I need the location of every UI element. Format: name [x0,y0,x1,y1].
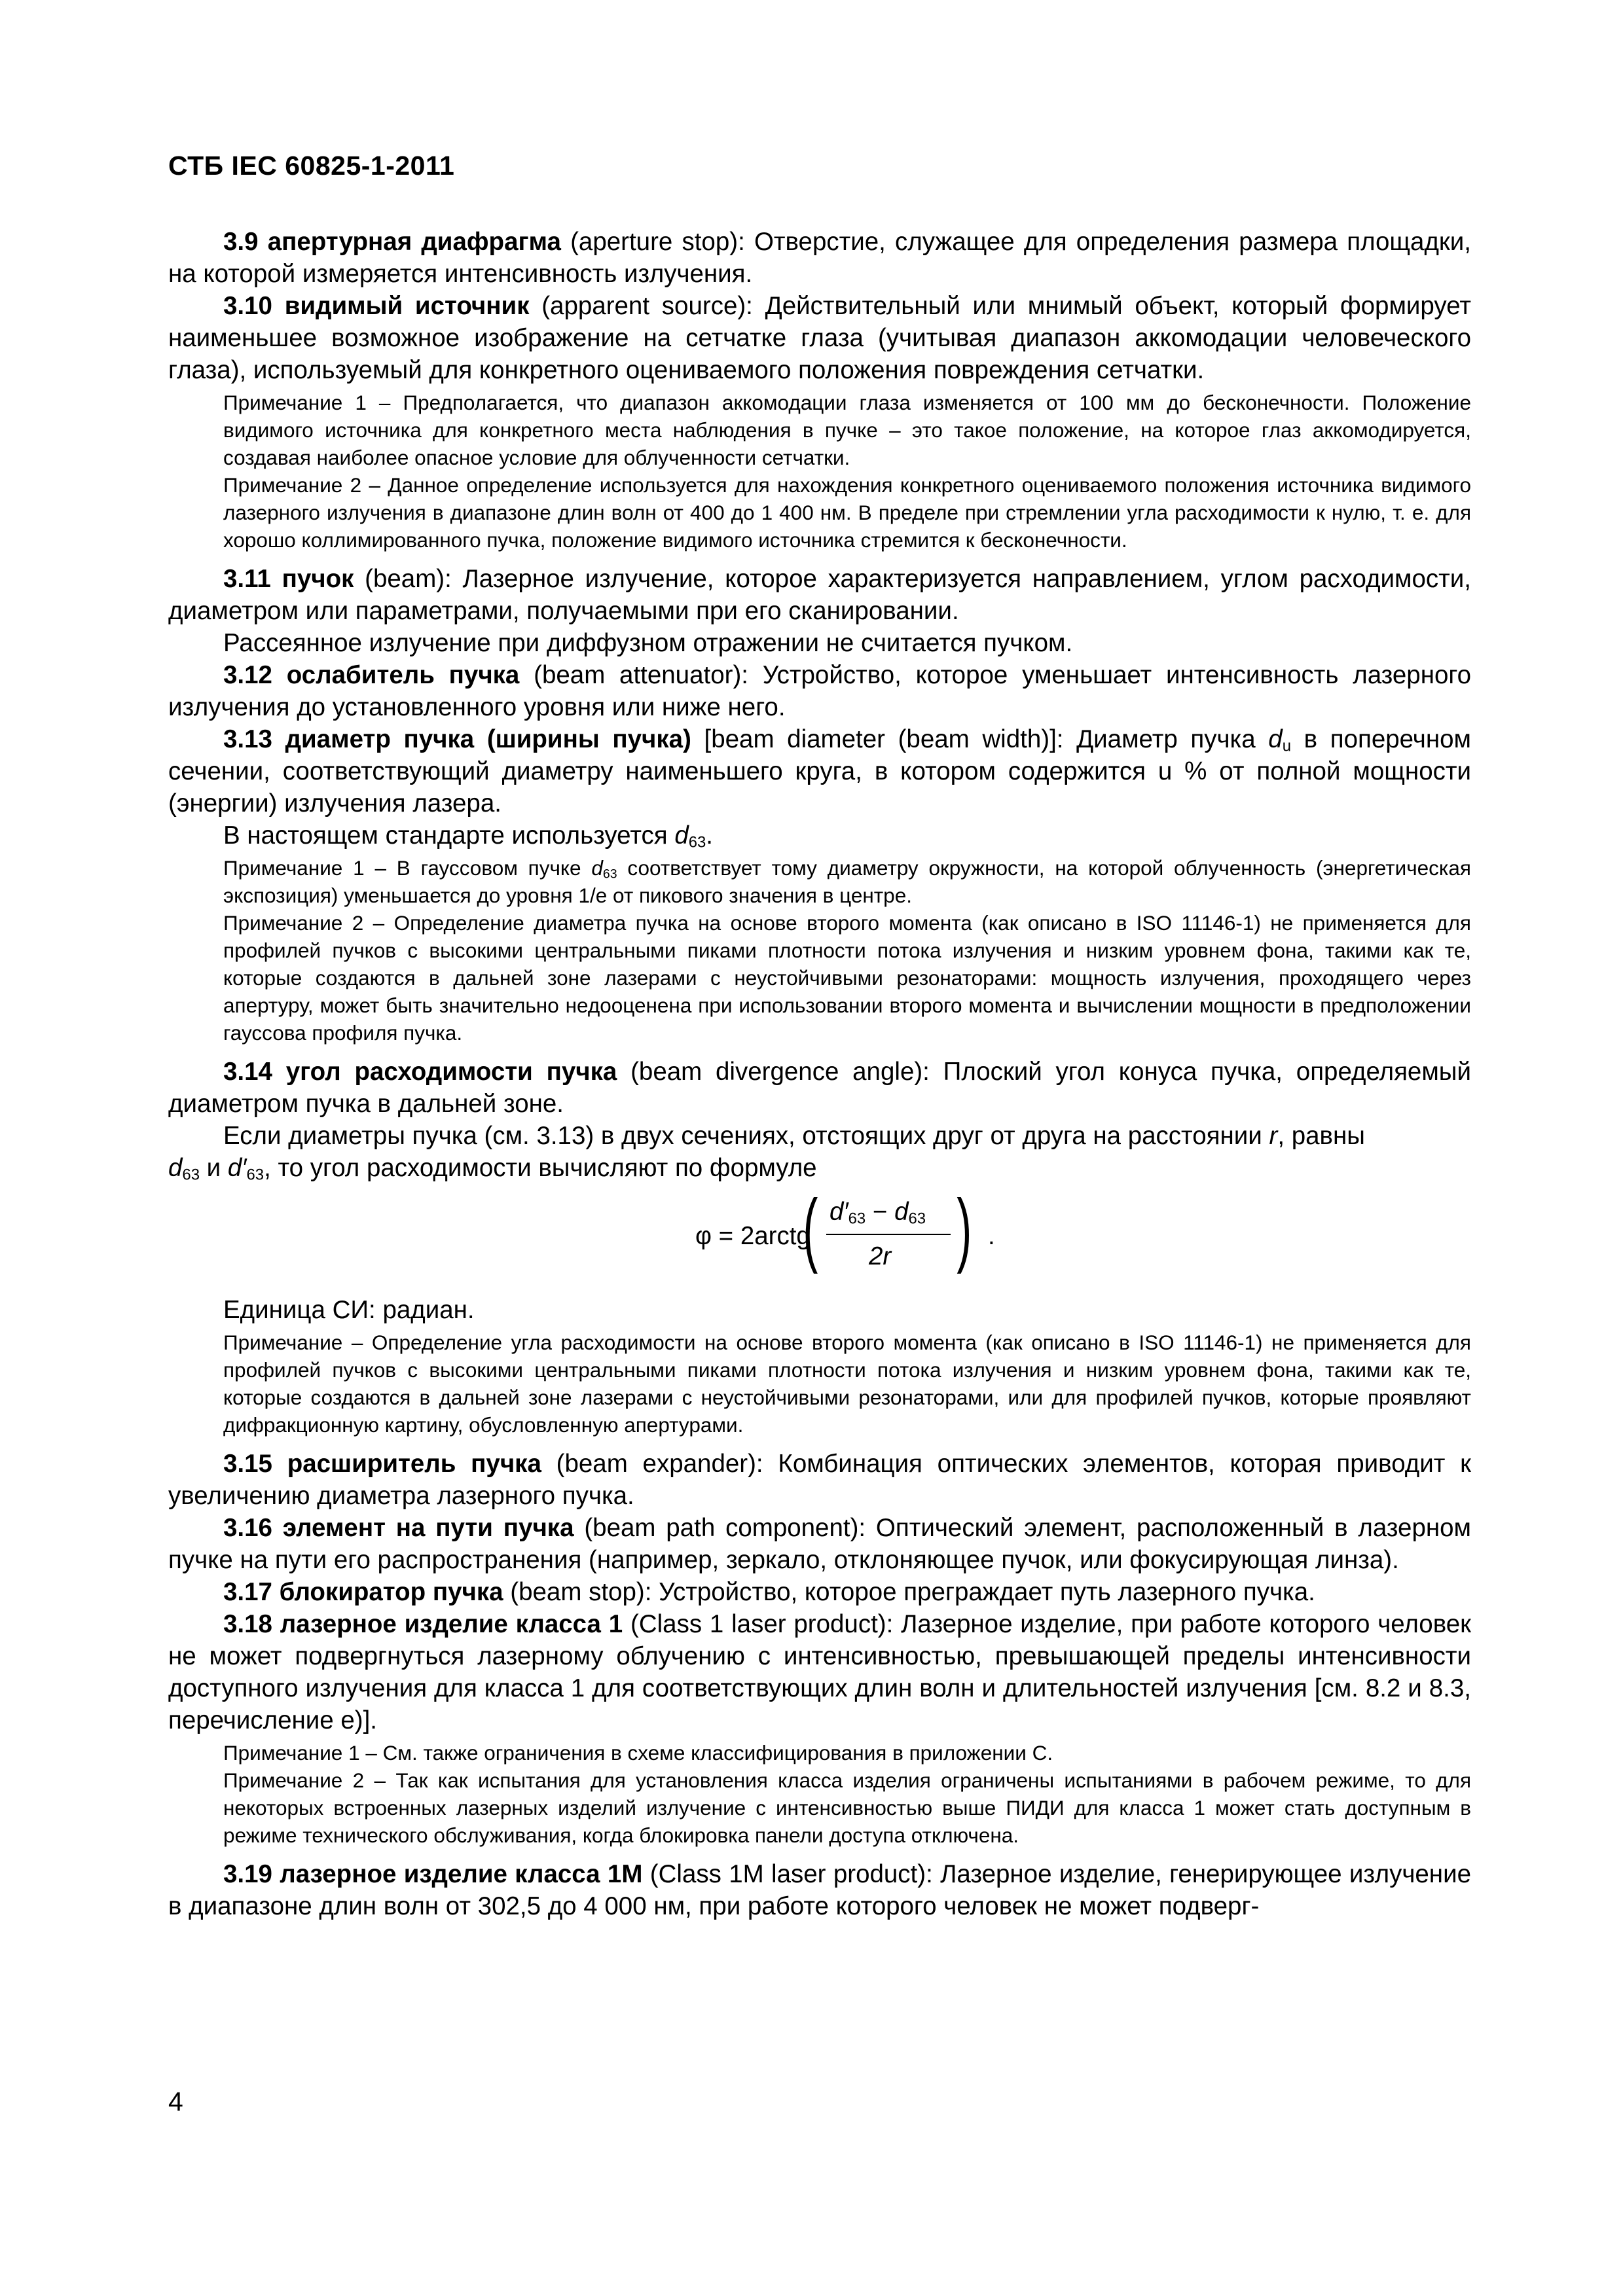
divergence-formula [168,1183,1471,1282]
fraction-bar [826,1234,951,1235]
subscript-63: 63 [848,1210,866,1228]
paragraph-3-13-d63 [168,819,1471,852]
term-definition: [beam diameter (beam width)]: Диаметр пучка [691,725,1269,753]
text: Примечание 1 – В гауссовом пучке [223,856,592,880]
term-name: угол расходимости пучка [285,1058,617,1086]
page-number: 4 [168,2087,183,2117]
text: и [199,1154,228,1182]
term-number: 3.17 [223,1578,272,1606]
denominator-text: 2r [869,1242,892,1270]
term-name: диаметр пучка (ширины пучка) [285,725,691,753]
subscript-u: u [1282,737,1291,755]
term-name: лазерное изделие класса 1 [280,1610,623,1638]
term-number: 3.19 [223,1860,272,1888]
definition-3-16 [168,1512,1471,1576]
definition-3-9 [168,226,1471,290]
definition-3-10 [168,290,1471,386]
term-definition: (Class 1M laser product): Лазерное изделие, генерирующее излучение в диапазоне длин волн от 302,5 до 4 000 нм, при работе которого человек не может подверг- [168,1860,1471,1920]
definition-3-14 [168,1056,1471,1120]
text: , равны [1277,1122,1365,1150]
definition-3-11 [168,563,1471,627]
term-number: 3.16 [223,1514,272,1542]
term-definition: (beam stop): Устройство, которое преграждает путь лазерного пучка. [503,1578,1315,1606]
formula-numerator [830,1196,926,1228]
term-definition: (Class 1 laser product): Лазерное изделие, при работе которого человек не может подвергнуться лазерному облучению с интенсивностью, превышающей пределы интенсивности доступного излучения для класса 1 для соответствующих длин волн и длительностей излучения [см. 8.2 и 8.3, перечисление e)]. [168,1610,1471,1734]
formula-left-paren: ( [803,1183,818,1274]
term-definition-cont: в поперечном сечении, соответствующий диаметру наименьшего круга, в котором содержится u % от полной мощности (энергии) излучения лазера. [168,725,1471,817]
symbol-d: d [1268,725,1283,753]
symbol-d-prime: d′ [227,1154,247,1182]
subscript-63: 63 [182,1166,200,1184]
text: , то угол расходимости вычисляют по формуле [264,1154,817,1182]
term-number: 3.13 [223,725,272,753]
formula-period: . [988,1222,995,1250]
definition-3-19 [168,1858,1471,1922]
definition-3-18 [168,1608,1471,1736]
subscript-63: 63 [688,833,706,852]
symbol-d: d [894,1198,909,1226]
paragraph-3-11-scattered: Рассеянное излучение при диффузном отражении не считается пучком. [223,629,1073,657]
note-3-10-2: Примечание 2 – Данное определение используется для нахождения конкретного оцениваемого положения источника видимого лазерного излучения в диапазоне длин волн от 400 до 1 400 нм. В пределе при стремлении угла расходимости к нулю, т. е. для хорошо коллимированного пучка, положение видимого источника стремится к бесконечности. [223,473,1471,552]
text: . [706,821,713,850]
term-name: блокиратор пучка [279,1578,503,1606]
paragraph-3-14-unit: Единица СИ: радиан. [223,1296,475,1324]
formula-lhs: φ = 2arctg [695,1222,811,1250]
minus: − [866,1198,895,1226]
term-definition: (aperture stop): Отверстие, служащее для определения размера площадки, на которой измеряется интенсивность излучения. [168,228,1471,288]
note-3-13-1 [168,854,1471,909]
symbol-d: d [591,856,603,880]
term-number: 3.11 [223,565,271,593]
term-name: элемент на пути пучка [282,1514,574,1542]
subscript-63: 63 [602,867,617,882]
term-name: ослабитель пучка [286,661,520,689]
formula-denominator [869,1240,891,1272]
symbol-r: r [1269,1122,1278,1150]
note-3-18-2: Примечание 2 – Так как испытания для установления класса изделия ограничены испытаниями в рабочем режиме, то для некоторых встроенных лазерных изделий излучение с интенсивностью выше ПИДИ для класса 1 может стать доступным в режиме технического обслуживания, когда блокировка панели доступа отключена. [223,1768,1471,1847]
subscript-63: 63 [246,1166,264,1184]
term-number: 3.10 [223,292,272,320]
text: В настоящем стандарте используется [223,821,675,850]
symbol-d: d [168,1154,183,1182]
term-name: пучок [282,565,354,593]
term-definition: (beam expander): Комбинация оптических элементов, которая приводит к увеличению диаметра лазерного пучка. [168,1450,1471,1510]
term-name: видимый источник [284,292,530,320]
term-definition: (apparent source): Действительный или мнимый объект, который формирует наименьшее возможное изображение на сетчатке глаза (учитывая диапазон аккомодации человеческого глаза), используемый для конкретного оцениваемого положения повреждения сетчатки. [168,292,1471,384]
document-body [168,226,1471,1922]
text: соответствует тому диаметру окружности, на которой облученность (энергетическая экспозиция) уменьшается до уровня 1/e от пикового значения в центре. [223,856,1471,907]
term-number: 3.14 [223,1058,272,1086]
definition-3-12 [168,659,1471,723]
term-name: лазерное изделие класса 1М [280,1860,643,1888]
formula-right-paren: ) [957,1183,972,1274]
note-3-10-1: Примечание 1 – Предполагается, что диапазон аккомодации глаза изменяется от 100 мм до бесконечности. Положение видимого источника для конкретного места наблюдения в пучке – это такое положение, на которое глаз аккомодируется, создавая наиболее опасное условие для облученности сетчатки. [223,391,1471,469]
term-definition: (beam attenuator): Устройство, которое уменьшает интенсивность лазерного излучения до установленного уровня или ниже него. [168,661,1471,721]
text: Если диаметры пучка (см. 3.13) в двух сечениях, отстоящих друг от друга на расстоянии [223,1122,1269,1150]
note-3-18-1: Примечание 1 – См. также ограничения в схеме классифицирования в приложении С. [223,1741,1053,1765]
definition-3-13 [168,723,1471,819]
term-number: 3.12 [223,661,272,689]
note-3-13-2: Примечание 2 – Определение диаметра пучка на основе второго момента (как описано в ISO 11146-1) не применяется для профилей пучков с высокими центральными пиками плотности потока излучения и низким уровнем фона, такими как те, которые создаются в дальней зоне лазерами с неустойчивыми резонаторами: мощность излучения, проходящего через апертуру, может быть значительно недооценена при использовании второго момента и вычислении мощности в предположении гауссова профиля пучка. [223,911,1471,1045]
symbol-d-prime: d′ [830,1198,848,1226]
document-header: СТБ IEC 60825-1-2011 [168,151,455,181]
term-number: 3.15 [223,1450,272,1478]
symbol-d: d [674,821,689,850]
term-name: апертурная диафрагма [267,228,561,256]
term-definition: (beam): Лазерное излучение, которое характеризуется направлением, углом расходимости, диаметром или параметрами, получаемыми при его сканировании. [168,565,1471,625]
term-number: 3.9 [223,228,259,256]
subscript-63: 63 [908,1210,926,1228]
definition-3-15 [168,1448,1471,1512]
term-number: 3.18 [223,1610,272,1638]
definition-3-17 [168,1576,1471,1608]
term-name: расширитель пучка [287,1450,541,1478]
note-3-14: Примечание – Определение угла расходимости на основе второго момента (как описано в ISO 11146-1) не применяется для профилей пучков с высокими центральными пиками плотности потока излучения и низким уровнем фона, такими как те, которые создаются в дальней зоне лазерами с неустойчивыми резонаторами, или для профилей пучков, которые проявляют дифракционную картину, обусловленную апертурами. [223,1331,1471,1437]
term-definition: (beam divergence angle): Плоский угол конуса пучка, определяемый диаметром пучка в дальней зоне. [168,1058,1471,1118]
term-definition: (beam path component): Оптический элемент, расположенный в лазерном пучке на пути его распространения (например, зеркало, отклоняющее пучок, или фокусирующая линза). [168,1514,1471,1574]
paragraph-3-14-formula-intro [168,1120,1471,1184]
